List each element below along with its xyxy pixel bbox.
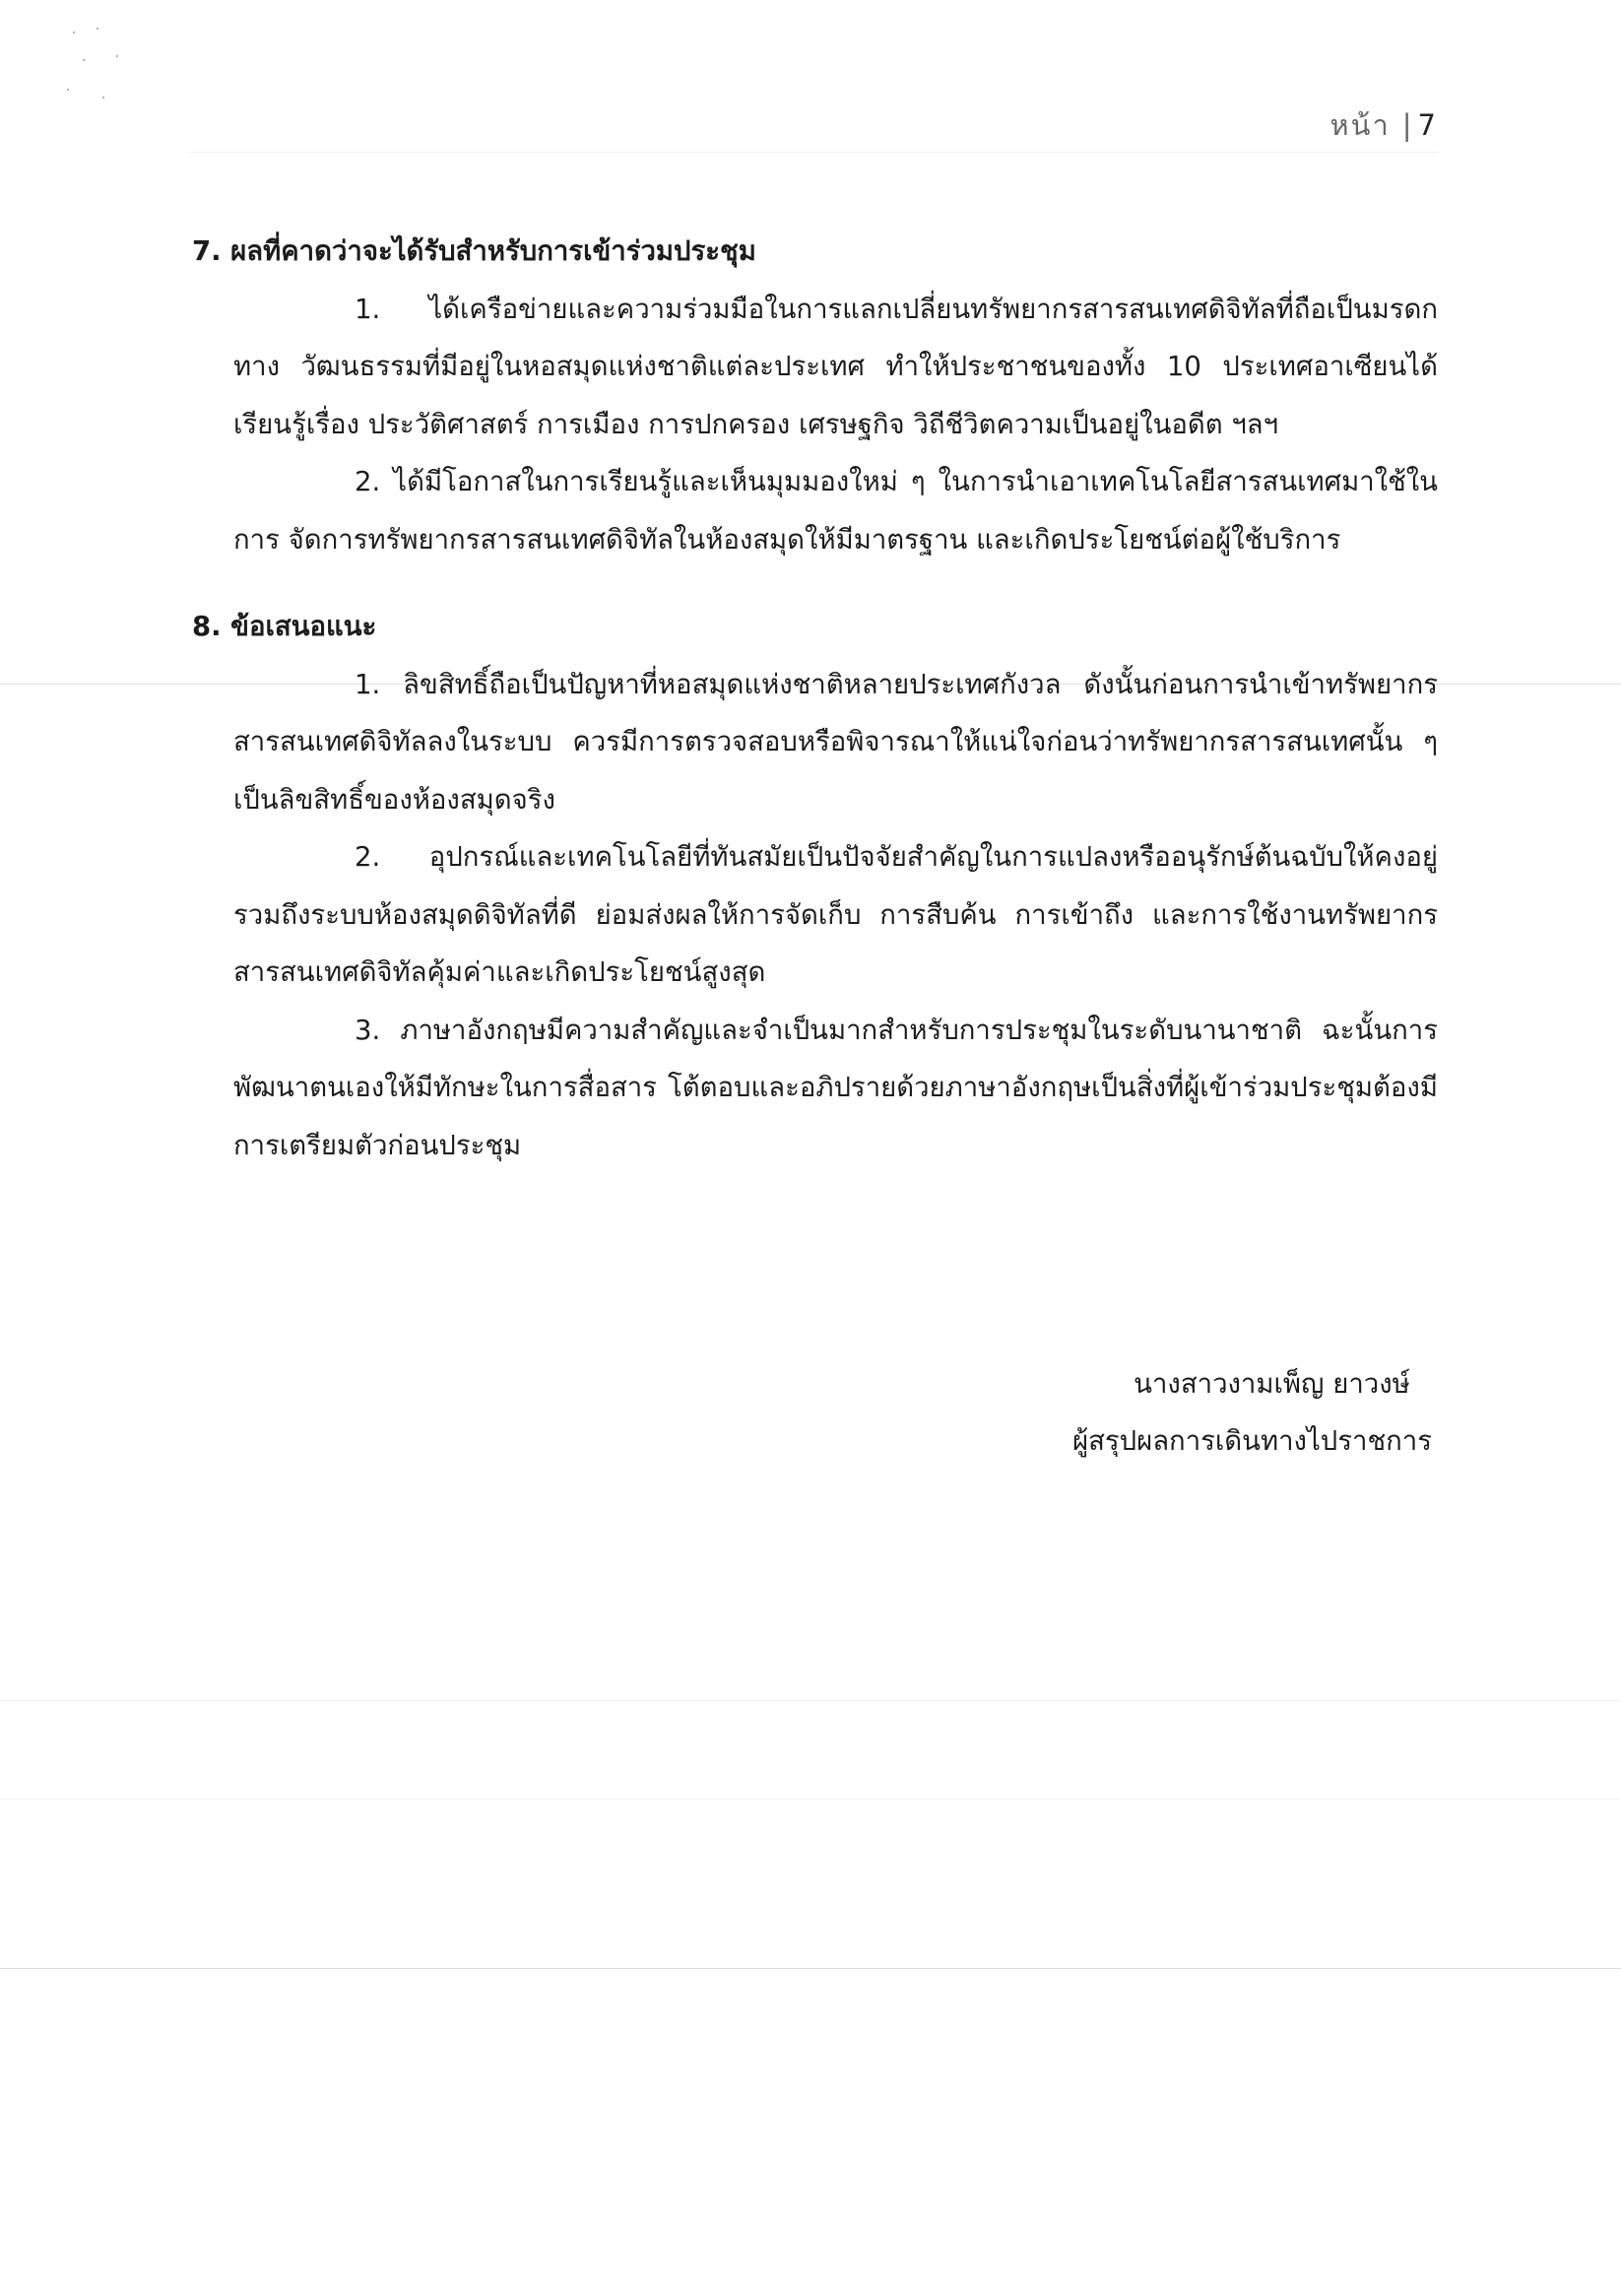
item-text: รวมถึงระบบห้องสมุดดิจิทัลที่ดี ย่อมส่งผลให้การจัดเก็บ การสืบค้น การเข้าถึง และการใช้งานทรัพยากร สารสนเทศดิจิทัลคุ้มค่าและเกิดประโยชน์สูงสุด bbox=[233, 898, 1438, 988]
item-text: จัดการทรัพยากรสารสนเทศดิจิทัลในห้องสมุดให้มีมาตรฐาน และเกิดประโยชน์ต่อผู้ใช้บริการ bbox=[288, 523, 1341, 556]
page-header bbox=[1330, 102, 1438, 148]
item-number: 2. bbox=[355, 841, 381, 873]
document-body bbox=[192, 223, 1438, 1174]
section-heading: 7. ผลที่คาดว่าจะได้รับสำหรับการเข้าร่วมประชุม bbox=[192, 235, 756, 267]
list-item bbox=[192, 828, 1438, 1002]
scan-specks bbox=[59, 20, 138, 118]
list-item bbox=[192, 453, 1438, 568]
page-label: หน้า bbox=[1329, 108, 1391, 142]
page-number: 7 bbox=[1417, 108, 1438, 142]
header-rule bbox=[189, 152, 1438, 153]
section-body bbox=[192, 281, 1438, 569]
scan-line bbox=[0, 1968, 1621, 1969]
item-text: พัฒนาตนเองให้มีทักษะในการสื่อสาร โต้ตอบและอภิปรายด้วยภาษาอังกฤษเป็นสิ่งที่ผู้เข้าร่วมประชุมต้องมี การเตรียมตัวก่อนประชุม bbox=[233, 1072, 1438, 1161]
item-text: สารสนเทศดิจิทัลลงในระบบ ควรมีการตรวจสอบหรือพิจารณาให้แน่ใจก่อนว่าทรัพยากรสารสนเทศนั้น ๆ เป็นลิขสิทธิ์ของห้องสมุดจริง bbox=[233, 726, 1438, 816]
signatory-name: นางสาวงามเพ็ญ ยาวงษ์ bbox=[1134, 1368, 1410, 1400]
section-body bbox=[192, 656, 1438, 1175]
list-item bbox=[192, 281, 1438, 454]
item-text-first-line: ได้เครือข่ายและความร่วมมือในการแลกเปลี่ยนทรัพยากรสารสนเทศดิจิทัลที่ถือเป็นมรดกทาง bbox=[233, 293, 1438, 382]
item-number: 1. bbox=[355, 668, 381, 700]
scan-line bbox=[0, 1700, 1621, 1701]
section-expected-results bbox=[192, 223, 1438, 568]
item-text-first-line: ลิขสิทธิ์ถือเป็นปัญหาที่หอสมุดแห่งชาติหลายประเทศกังวล ดังนั้นก่อนการนำเข้าทรัพยากร bbox=[403, 668, 1438, 700]
signatory-title: ผู้สรุปผลการเดินทางไปราชการ bbox=[1071, 1425, 1432, 1457]
item-number: 2. bbox=[355, 466, 381, 497]
page-separator: | bbox=[1401, 108, 1414, 142]
section-recommendations bbox=[192, 598, 1438, 1174]
item-text-first-line: ได้มีโอกาสในการเรียนรู้และเห็นมุมมองใหม่ ๆ ในการนำเอาเทคโนโลยีสารสนเทศมาใช้ในการ bbox=[233, 466, 1438, 556]
item-text-first-line: ภาษาอังกฤษมีความสำคัญและจำเป็นมากสำหรับการประชุมในระดับนานาชาติ ฉะนั้นการ bbox=[400, 1014, 1438, 1046]
scan-line bbox=[0, 1799, 1621, 1800]
item-number: 1. bbox=[355, 293, 381, 325]
list-item bbox=[192, 656, 1438, 829]
item-text: วัฒนธรรมที่มีอยู่ในหอสมุดแห่งชาติแต่ละประเทศ ทำให้ประชาชนของทั้ง 10 ประเทศอาเซียนได้เรียนรู้เรื่อง ประวัติศาสตร์ การเมือง การปกครอง เศรษฐกิจ วิถีชีวิตความเป็นอยู่ในอดีต ฯลฯ bbox=[233, 351, 1438, 440]
section-heading: 8. ข้อเสนอแนะ bbox=[192, 611, 377, 642]
list-item bbox=[192, 1002, 1438, 1175]
item-number: 3. bbox=[355, 1014, 381, 1046]
item-text-first-line: อุปกรณ์และเทคโนโลยีที่ทันสมัยเป็นปัจจัยสำคัญในการแปลงหรืออนุรักษ์ต้นฉบับให้คงอยู่ bbox=[428, 841, 1438, 873]
signature-block bbox=[1072, 1355, 1432, 1470]
